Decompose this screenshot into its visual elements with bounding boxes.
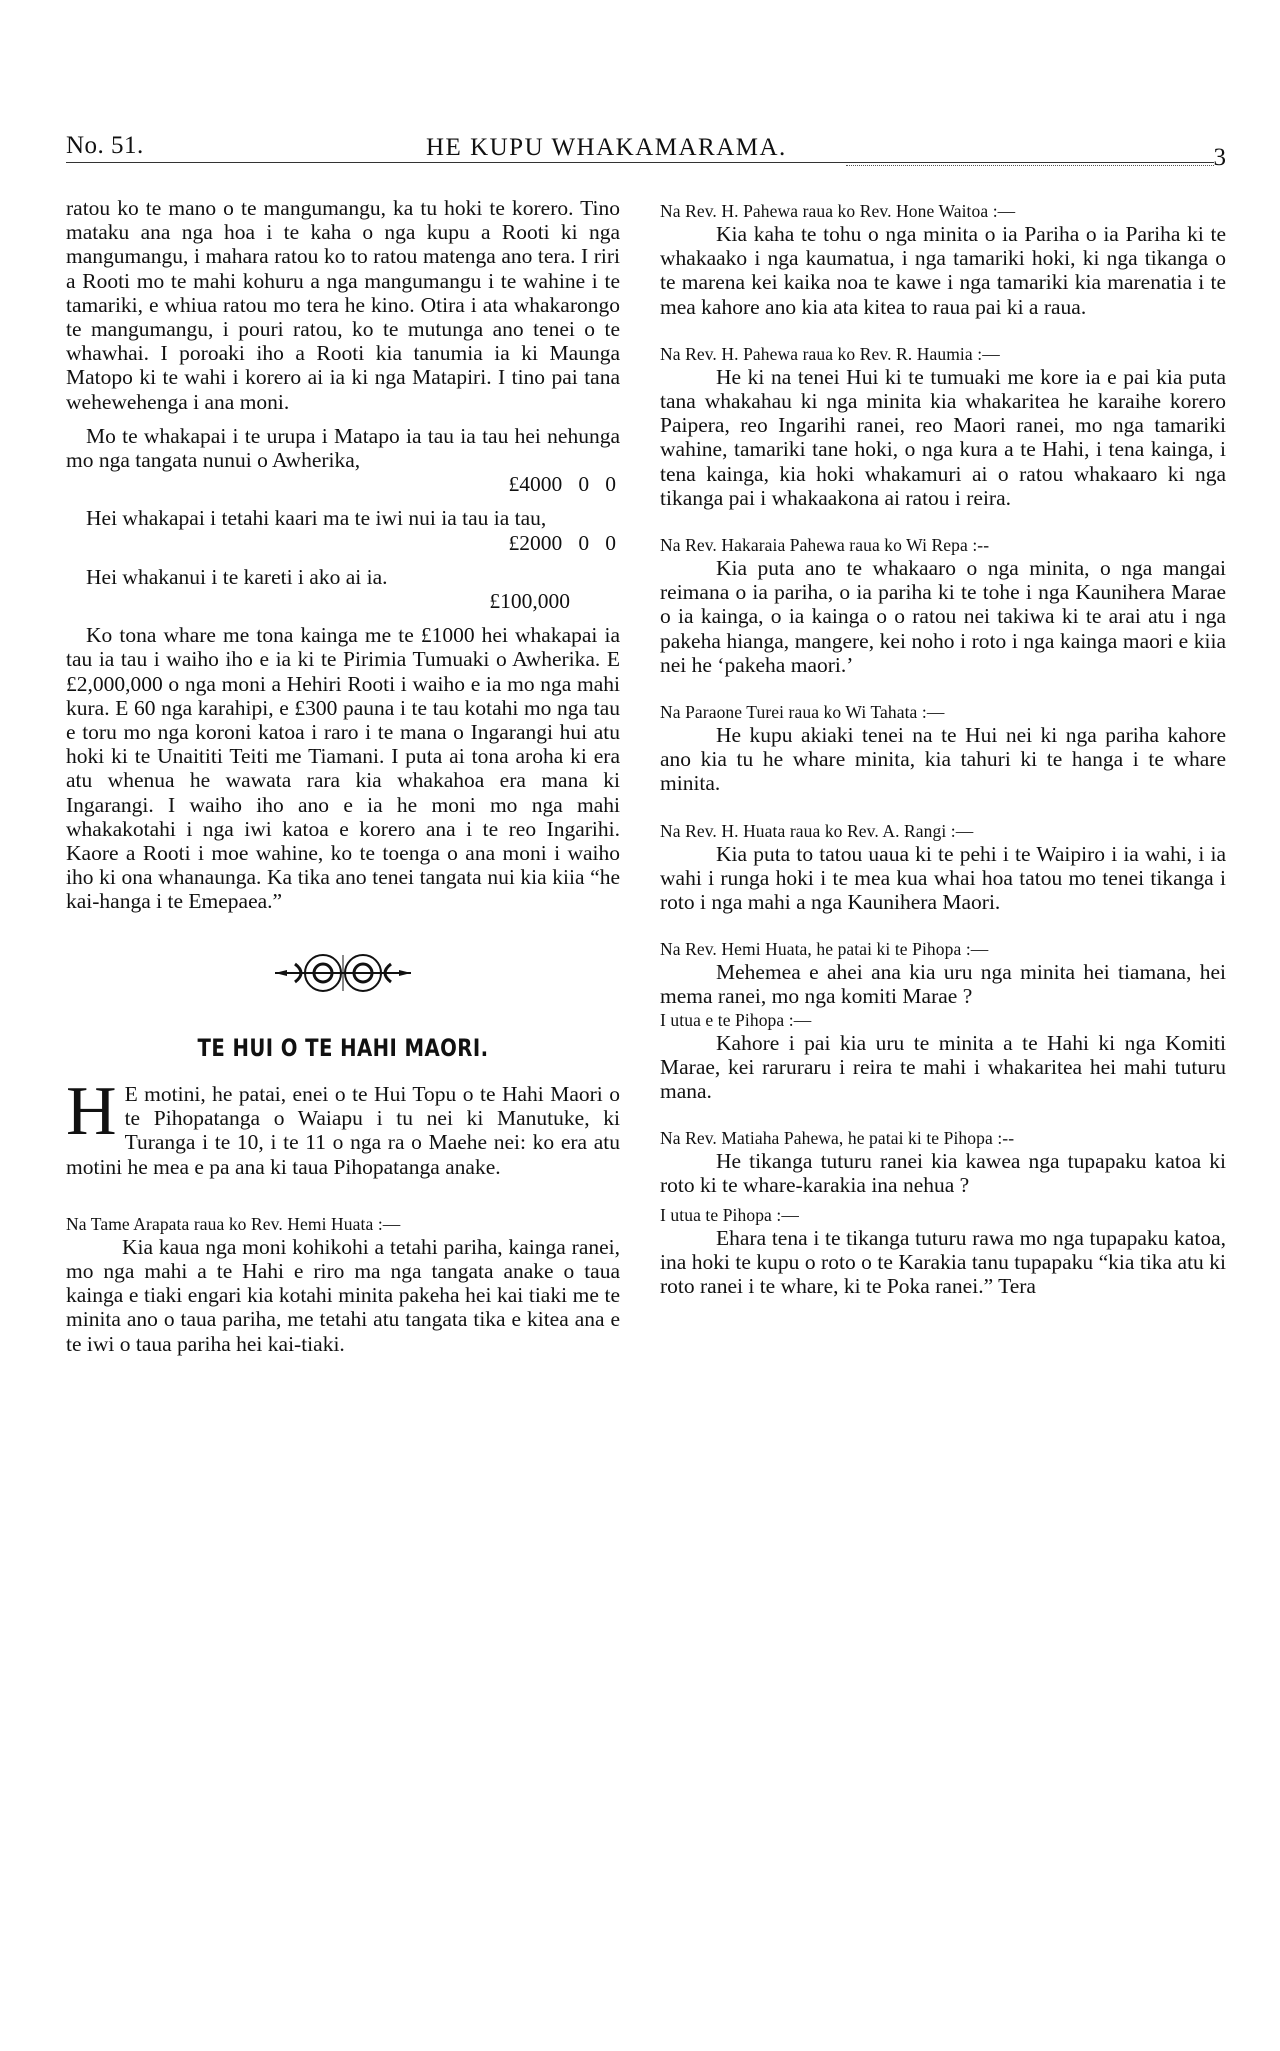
page-header <box>66 132 1226 172</box>
motion-speaker: Na Rev. H. Huata raua ko Rev. A. Rangi :— <box>660 820 974 841</box>
left-column <box>66 196 620 1356</box>
motion-text: Kia puta ano te whakaaro o nga minita, o nga mangai reimana o ia pariha, o ia pariha ki te tohe i nga Kaunihera Marae o ia kainga, o ia kainga o o ratou nei takiwa ki te arai atu i nga pakeha hianga, mangere, kei noho i roto i nga kainga maori e kiia nei he ‘pakeha maori.’ <box>660 556 1226 677</box>
question-text: Mehemea e ahei ana kia uru nga minita hei tiamana, hei mema ranei, mo nga komiti Marae ? <box>660 960 1226 1009</box>
bequest-amount-row <box>66 531 620 555</box>
answer-text: Kahore i pai kia uru te minita a te Hahi ki nga Komiti Marae, kei raruraru i reira te mahi i whakaritea hei mahi tuturu mana. <box>660 1030 1226 1104</box>
answer-label: I utua e te Pihopa :— <box>660 1009 812 1030</box>
right-column <box>660 200 1226 1298</box>
bequest-text <box>66 424 620 472</box>
drop-cap: H <box>66 1072 117 1150</box>
bequest-amount: £100,000 <box>489 589 570 614</box>
motion-speaker: Na Rev. H. Pahewa raua ko Rev. Hone Waitoa :— <box>660 201 1016 221</box>
bequest-text <box>66 565 620 589</box>
scroll-ornament-icon <box>273 950 413 996</box>
answer-label: I utua te Pihopa :— <box>660 1204 799 1225</box>
section-title: TE HUI O TE HAHI MAORI. <box>197 1033 489 1062</box>
article-paragraph: ratou ko te mano o te mangumangu, ka tu hoki te korero. Tino mataku ana nga hoa i te kaha o nga kupu a Rooti ki nga mangumangu, i mahara ratou ko to ratou matenga ano tera. I riri a Rooti mo te mahi kohuru a nga mangumangu i te wahine i te tamariki, e whiua ratou mo tera he kino. Otira i ata whakarongo te mangumangu, i pouri ratou, ko te mutunga ano tenei o te whawhai. I poroaki iho a Rooti kia tanumia ia ki Maunga Matopo ki te wahi i korero ai ia ki nga Matapiri. I tino pai tana wehewehenga i ana moni. <box>66 196 620 414</box>
question-speaker: Na Rev. Matiaha Pahewa, he patai ki te Pihopa :-- <box>660 1128 1015 1149</box>
publication-title: HE KUPU WHAKAMARAMA. <box>426 134 787 161</box>
bequest-description: Mo te whakapai i te urupa i Matapo ia tau ia tau hei nehunga mo nga tangata nunui o Awherika, <box>66 423 620 473</box>
question <box>660 938 1226 1103</box>
motion <box>660 534 1226 677</box>
bequest-amount-row <box>66 589 620 613</box>
motion-text: Kia puta to tatou uaua ki te pehi i te Waipiro i ia wahi, i ia wahi i runga hoki i te mea kua whai hoa tatou mo tenei tikanga i roto i nga mahi a nga Kaunihera Maori. <box>660 841 1226 915</box>
motion <box>66 1213 620 1356</box>
motion-text: He ki na tenei Hui ki te tumuaki me kore ia e pai kia puta tana whakahau ki nga minita kia whakaritea he karaihe korero Paipera, reo Ingarihi ranei, reo Maori ranei, mo nga tamariki wahine, tamariki tane hoki, o nga kura a te Hahi, i tena kainga, i tena kainga, kia hoki whakamuri ai o ratou whakaaro ki nga tikanga pai i whakaakona ai ratou i reira. <box>660 364 1226 510</box>
motion-speaker: Na Paraone Turei raua ko Wi Tahata :— <box>660 702 945 723</box>
bequest-item <box>66 506 620 554</box>
motion-text: Kia kaua nga moni kohikohi a tetahi pariha, kainga ranei, mo nga mahi a te Hahi e riro ma nga tangata anake o taua kainga e tiaki engari kia kotahi minita pakeha hei kai tiaki me te minita ano o taua pariha, me tetahi atu tangata tika e kitea ana e te iwi o taua pariha hei kai-tiaki. <box>66 1234 620 1356</box>
header-rule-dotted <box>846 165 1214 166</box>
issue-number: No. 51. <box>66 132 144 159</box>
answer-text: Ehara tena i te tikanga tuturu rawa mo nga tupapaku katoa, ina hoki te kupu o roto o te Karakia tanu tupapaku “kia tika atu ki roto ranei i te whare, ki te Poka ranei.” Tera <box>660 1225 1226 1299</box>
question-text: He tikanga tuturu ranei kia kawea nga tupapaku katoa ki roto ki te whare-karakia ina nehua ? <box>660 1149 1226 1198</box>
section-intro-text: E motini, he patai, enei o te Hui Topu o te Hahi Maori o te Pihopatanga o Waiapu i tu nei ki Manutuke, ki Turanga i te 10, i te 11 o nga ra o Maehe nei: ko era atu motini he mea e pa ana ki taua Pihopatanga anake. <box>66 1081 620 1179</box>
motion-speaker: Na Rev. H. Pahewa raua ko Rev. R. Haumia :— <box>660 343 1000 364</box>
header-rule <box>66 162 1214 163</box>
bequest-description: Hei whakanui i te kareti i ako ai ia. <box>86 564 388 589</box>
bequest-amount-row <box>66 472 620 496</box>
motion-speaker: Na Rev. Hakaraia Pahewa raua ko Wi Repa :-- <box>660 535 990 556</box>
motion <box>660 200 1226 319</box>
article-paragraph: Ko tona whare me tona kainga me te £1000 hei whakapai ia tau ia tau i waiho iho e ia ki te Pirimia Tumuaki o Awherika. E £2,000,000 o nga moni a Hehiri Rooti i waiho e ia mo nga mahi kura. E 60 nga karahipi, e £300 pauna i te tau kotahi mo nga tau e toru mo nga koroni katoa i raro i te mana o Ingarangi hui atu hoki ki te Unaititi Teiti me Tiamani. I puta ai tona aroha ki era atu whenua he wawata rara kia whakahoa era mana ki Ingarangi. I waiho iho ano e ia he moni mo nga mahi whakakotahi i nga iwi katoa e korero ana i te reo Ingarihi. Kaore a Rooti i moe wahine, ko te toenga o ana moni i waiho iho ki ona whanaunga. Ka tika ano tenei tangata nui kia kiia “he kai-hanga i te Emepaea.” <box>66 623 620 914</box>
page-number: 3 <box>1213 144 1226 171</box>
bequest-item <box>66 565 620 613</box>
motion-text: He kupu akiaki tenei na te Hui nei ki nga pariha kahore ano kia tu he whare minita, kia tahuri ki te hanga i te whare minita. <box>660 723 1226 796</box>
question <box>660 1127 1226 1298</box>
bequest-amount: £2000 0 0 <box>508 530 616 555</box>
motion <box>660 343 1226 510</box>
section-intro <box>66 1072 620 1179</box>
bequest-item <box>66 424 620 497</box>
bequest-text <box>66 506 620 530</box>
motion <box>660 701 1226 796</box>
motion-text: Kia kaha te tohu o nga minita o ia Pariha o ia Pariha ki te whakaako i nga kaumatua, i nga tamariki hoki, ki nga tikanga o te marena kei kaika noa te kawe i nga tamariki kia marenatia i te mea kahore ano kia ata kitea to raua pai ki a raua. <box>660 222 1226 319</box>
motion-speaker: Na Tame Arapata raua ko Rev. Hemi Huata :— <box>66 1213 401 1234</box>
bequest-amount: £4000 0 0 <box>508 472 616 497</box>
bequest-description: Hei whakapai i tetahi kaari ma te iwi nui ia tau ia tau, <box>86 506 547 531</box>
motion <box>660 820 1226 915</box>
question-speaker: Na Rev. Hemi Huata, he patai ki te Pihopa :— <box>660 939 989 960</box>
